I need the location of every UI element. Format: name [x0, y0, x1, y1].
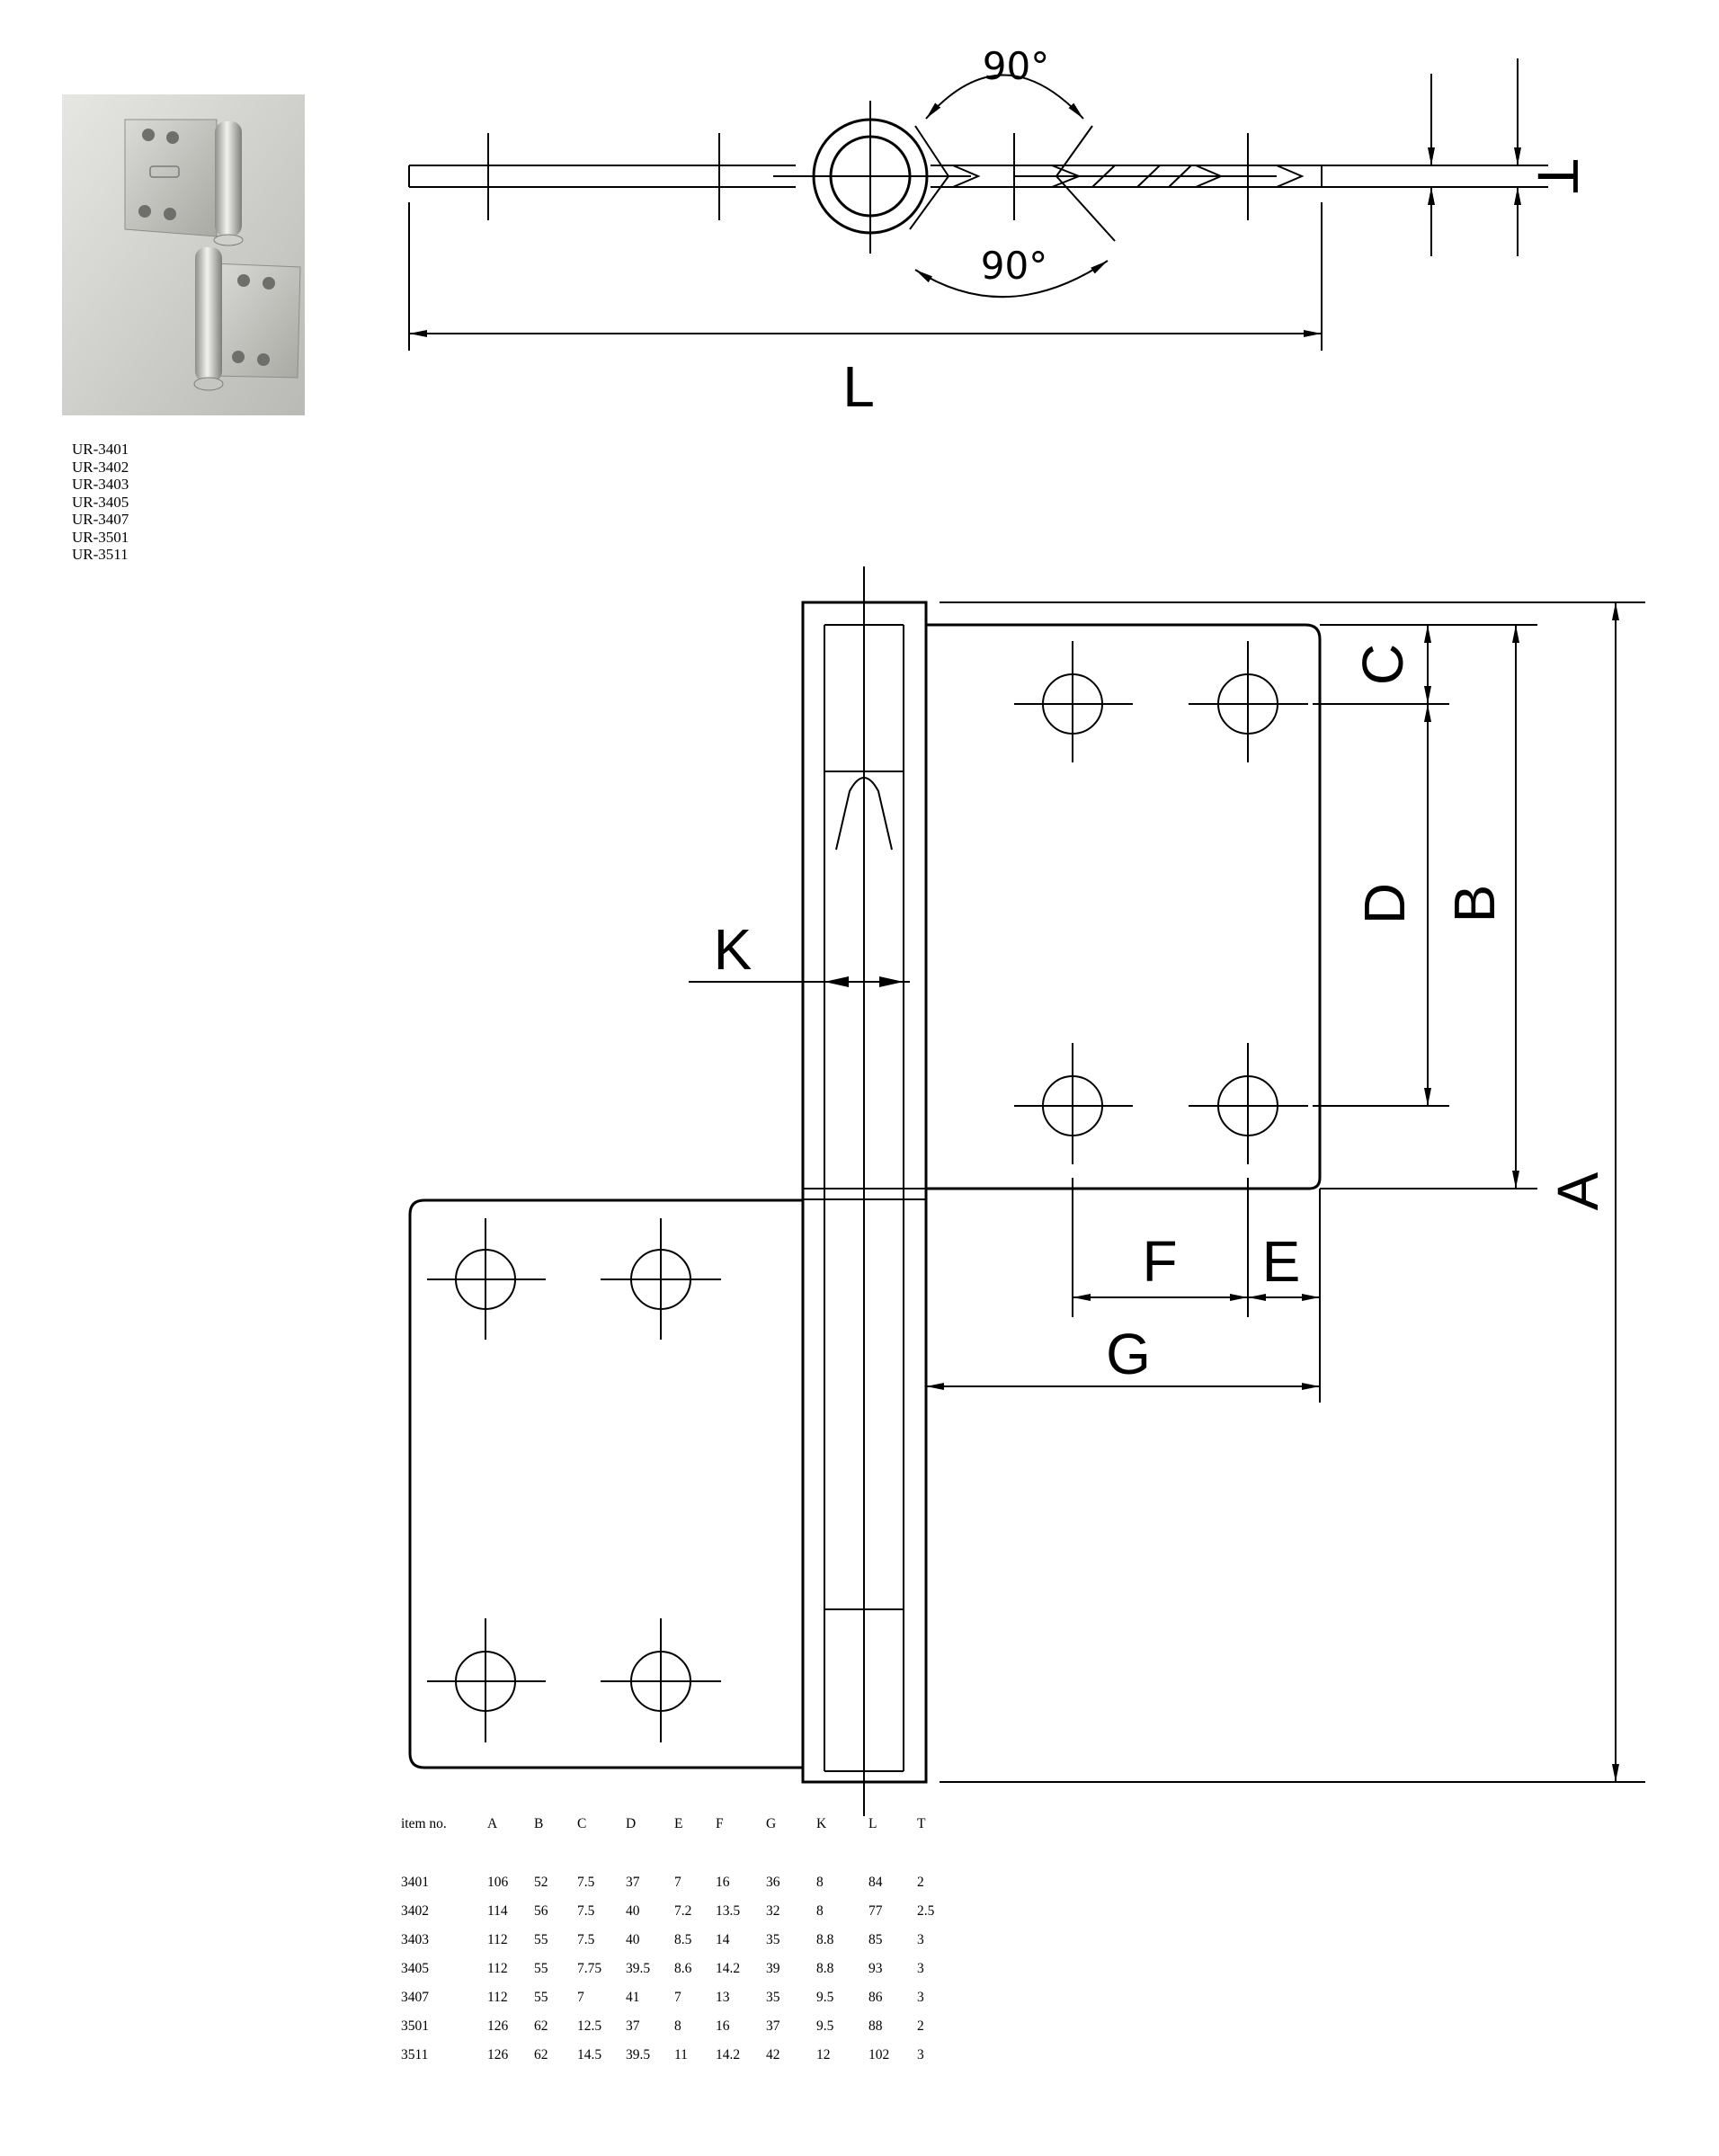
dim-label-L: L [842, 354, 875, 419]
table-header: C [577, 1816, 587, 1831]
table-cell: 12.5 [577, 2018, 602, 2034]
table-cell: 40 [626, 1903, 640, 1919]
table-cell: 35 [766, 1932, 780, 1947]
table-cell: 37 [626, 2018, 640, 2034]
table-cell: 85 [868, 1932, 883, 1947]
dim-label-K: K [713, 917, 753, 982]
table-cell: 11 [674, 2047, 688, 2062]
table-cell: 3402 [401, 1903, 429, 1919]
table-cell: 35 [766, 1990, 780, 2005]
table-cell: 41 [626, 1990, 640, 2005]
table-cell: 7.75 [577, 1961, 602, 1976]
table-cell: 37 [766, 2018, 780, 2034]
table-cell: 7.5 [577, 1903, 595, 1919]
table-cell: 8.8 [816, 1961, 834, 1976]
table-header: A [487, 1816, 498, 1831]
table-cell: 62 [534, 2018, 548, 2034]
table-cell: 9.5 [816, 2018, 834, 2034]
dim-label-G: G [1106, 1322, 1151, 1386]
table-cell: 2.5 [917, 1903, 935, 1919]
table-cell: 8.6 [674, 1961, 692, 1976]
table-cell: 14.5 [577, 2047, 602, 2062]
table-cell: 7.5 [577, 1932, 595, 1947]
table-cell: 55 [534, 1990, 548, 2005]
table-cell: 102 [868, 2047, 890, 2062]
table-cell: 39 [766, 1961, 780, 1976]
table-cell: 3405 [401, 1961, 429, 1976]
table-cell: 12 [816, 2047, 831, 2062]
dim-label-F: F [1142, 1229, 1178, 1294]
table-cell: 16 [716, 1875, 730, 1890]
table-cell: 14 [716, 1932, 730, 1947]
model-label: UR-3511 [72, 546, 129, 563]
model-label: UR-3501 [72, 528, 129, 546]
table-cell: 7.2 [674, 1903, 692, 1919]
table-cell: 32 [766, 1903, 780, 1919]
table-cell: 3 [917, 1990, 924, 2005]
table-cell: 52 [534, 1875, 548, 1890]
table-cell: 84 [868, 1875, 883, 1890]
front-view [410, 566, 1645, 1816]
table-header: L [868, 1816, 877, 1831]
table-cell: 112 [487, 1961, 508, 1976]
table-row [401, 2041, 953, 2070]
model-label: UR-3403 [72, 476, 129, 493]
dim-label-E: E [1261, 1229, 1301, 1294]
table-cell: 36 [766, 1875, 780, 1890]
table-header-row [401, 1811, 953, 1868]
table-cell: 14.2 [716, 2047, 741, 2062]
table-cell: 8.8 [816, 1932, 834, 1947]
table-cell: 2 [917, 1875, 924, 1890]
table-cell: 13 [716, 1990, 730, 2005]
table-cell: 7 [674, 1990, 681, 2005]
spec-table [401, 1811, 953, 2070]
table-cell: 112 [487, 1990, 508, 2005]
angle-label-bottom: 90° [980, 244, 1048, 288]
table-cell: 7 [674, 1875, 681, 1890]
table-row [401, 1983, 953, 2012]
table-cell: 3 [917, 2047, 924, 2062]
model-label: UR-3405 [72, 493, 129, 511]
table-header: T [917, 1816, 926, 1831]
table-header: G [766, 1816, 777, 1831]
table-cell: 112 [487, 1932, 508, 1947]
table-cell: 2 [917, 2018, 924, 2034]
table-cell: 14.2 [716, 1961, 741, 1976]
table-cell: 42 [766, 2047, 780, 2062]
table-cell: 3407 [401, 1990, 429, 2005]
table-cell: 93 [868, 1961, 883, 1976]
table-cell: 8.5 [674, 1932, 692, 1947]
table-cell: 88 [868, 2018, 883, 2034]
table-cell: 3511 [401, 2047, 429, 2062]
table-cell: 39.5 [626, 1961, 651, 1976]
table-cell: 126 [487, 2018, 509, 2034]
table-cell: 3 [917, 1961, 924, 1976]
table-cell: 77 [868, 1903, 883, 1919]
model-label: UR-3407 [72, 511, 129, 528]
table-cell: 8 [674, 2018, 681, 2034]
table-header: item no. [401, 1816, 447, 1831]
table-row [401, 2012, 953, 2041]
table-cell: 7 [577, 1990, 584, 2005]
table-cell: 16 [716, 2018, 730, 2034]
table-header: D [626, 1816, 637, 1831]
top-view [409, 44, 1590, 419]
table-cell: 3501 [401, 2018, 429, 2034]
table-cell: 3401 [401, 1875, 429, 1890]
table-cell: 114 [487, 1903, 508, 1919]
table-cell: 55 [534, 1932, 548, 1947]
model-label: UR-3402 [72, 458, 129, 476]
table-cell: 62 [534, 2047, 548, 2062]
table-cell: 8 [816, 1903, 824, 1919]
table-cell: 9.5 [816, 1990, 834, 2005]
table-cell: 40 [626, 1932, 640, 1947]
table-cell: 13.5 [716, 1903, 741, 1919]
table-cell: 126 [487, 2047, 509, 2062]
dim-label-B: B [1442, 884, 1507, 923]
dim-label-T: T [1526, 158, 1590, 194]
dim-label-C: C [1350, 643, 1415, 686]
table-cell: 55 [534, 1961, 548, 1976]
table-cell: 56 [534, 1903, 548, 1919]
table-cell: 8 [816, 1875, 824, 1890]
table-cell: 39.5 [626, 2047, 651, 2062]
table-cell: 3403 [401, 1932, 429, 1947]
table-header: B [534, 1816, 544, 1831]
table-cell: 3 [917, 1932, 924, 1947]
angle-label-top: 90° [982, 44, 1050, 88]
table-cell: 7.5 [577, 1875, 595, 1890]
table-header: F [716, 1816, 724, 1831]
dim-label-A: A [1545, 1172, 1610, 1211]
table-row [401, 1955, 953, 1983]
table-row [401, 1868, 953, 1897]
model-label: UR-3401 [72, 441, 129, 458]
upper-leaf [926, 625, 1320, 1189]
table-header: E [674, 1816, 683, 1831]
table-header: K [816, 1816, 827, 1831]
table-row [401, 1926, 953, 1955]
screw-holes-lower [427, 1218, 721, 1742]
lower-leaf [410, 1200, 803, 1768]
table-cell: 37 [626, 1875, 640, 1890]
table-cell: 106 [487, 1875, 509, 1890]
dim-label-D: D [1352, 882, 1417, 925]
screw-holes-upper [1014, 641, 1308, 1164]
table-cell: 86 [868, 1990, 883, 2005]
table-row [401, 1897, 953, 1926]
